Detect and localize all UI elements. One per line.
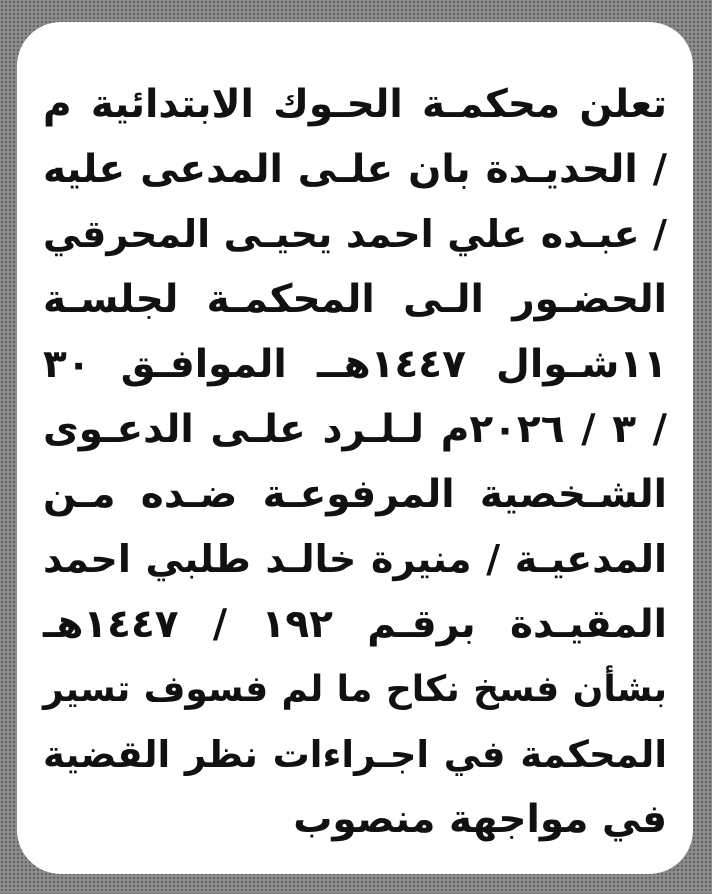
notice-line-1: تعلن محكمـة الحـوك الابتدائية م	[43, 82, 667, 127]
notice-line-6: / ٣ / ٢٠٢٦م لـلـرد علـى الدعـوى	[43, 407, 667, 452]
notice-line-4: الحضـور الـى المحكمـة لجلسـة	[43, 277, 667, 322]
notice-body	[43, 72, 667, 852]
notice-line-2: / الحديـدة بان علـى المدعى عليه	[43, 147, 667, 192]
notice-line-5: ١١شـوال ١٤٤٧هــ الموافـق ٣٠	[43, 342, 667, 387]
notice-line-9: المقيـدة برقـم ١٩٢ / ١٤٤٧هـ	[43, 602, 667, 647]
notice-card	[17, 22, 693, 874]
notice-line-8: المدعيـة / منيرة خالـد طلبي احمد	[43, 537, 667, 581]
notice-line-7: الشـخصية المرفوعـة ضـده مـن	[43, 472, 667, 517]
notice-line-11: المحكمة في اجـراءات نظر القضية	[43, 733, 667, 776]
notice-line-10: بشأن فسخ نكاح ما لم فسوف تسير	[43, 669, 667, 710]
notice-line-3: / عبـده علي احمد يحيـى المحرقي	[43, 212, 667, 256]
notice-line-12: في مواجهة منصوب	[293, 797, 667, 842]
